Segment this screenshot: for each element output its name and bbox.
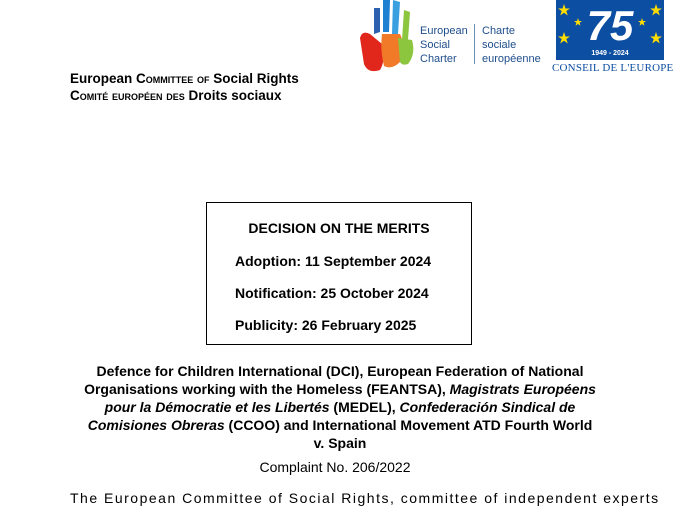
publicity-date: Publicity: 26 February 2025 bbox=[235, 317, 417, 333]
parties: Defence for Children International (DCI), European Federation of National Organisations working with the Homeless (FEANTSA), Magistrats Européens pour la Démocratie et les Libertés (MEDEL), Confederación Sindical de Comisiones Obreras (CCOO) and International Movement ATD Fourth World v. Spain bbox=[84, 363, 596, 451]
notification-date: Notification: 25 October 2024 bbox=[235, 285, 429, 301]
complaint-number: Complaint No. 206/2022 bbox=[259, 459, 411, 475]
hand-icon bbox=[356, 0, 418, 74]
esc-label-fr: Charte sociale européenne bbox=[482, 25, 541, 65]
committee-heading bbox=[70, 70, 299, 104]
adoption-date: Adoption: 11 September 2024 bbox=[235, 253, 432, 269]
coe-name: CONSEIL DE L'EUROPE bbox=[552, 62, 674, 74]
decision-box bbox=[206, 202, 472, 345]
committee-name-fr: Comité européen des Droits sociaux bbox=[70, 88, 282, 103]
esc-label-en: European Social Charter bbox=[420, 25, 468, 65]
coe-anniversary: 75 bbox=[586, 2, 634, 49]
decision-title: DECISION ON THE MERITS bbox=[248, 220, 430, 236]
committee-name-en: European Committee of Social Rights bbox=[70, 71, 299, 86]
body-text: The European Committee of Social Rights, committee of independent experts bbox=[70, 490, 660, 506]
council-of-europe-logo bbox=[556, 0, 664, 60]
coe-years: 1949 - 2024 bbox=[591, 50, 629, 57]
esc-divider bbox=[474, 24, 475, 64]
